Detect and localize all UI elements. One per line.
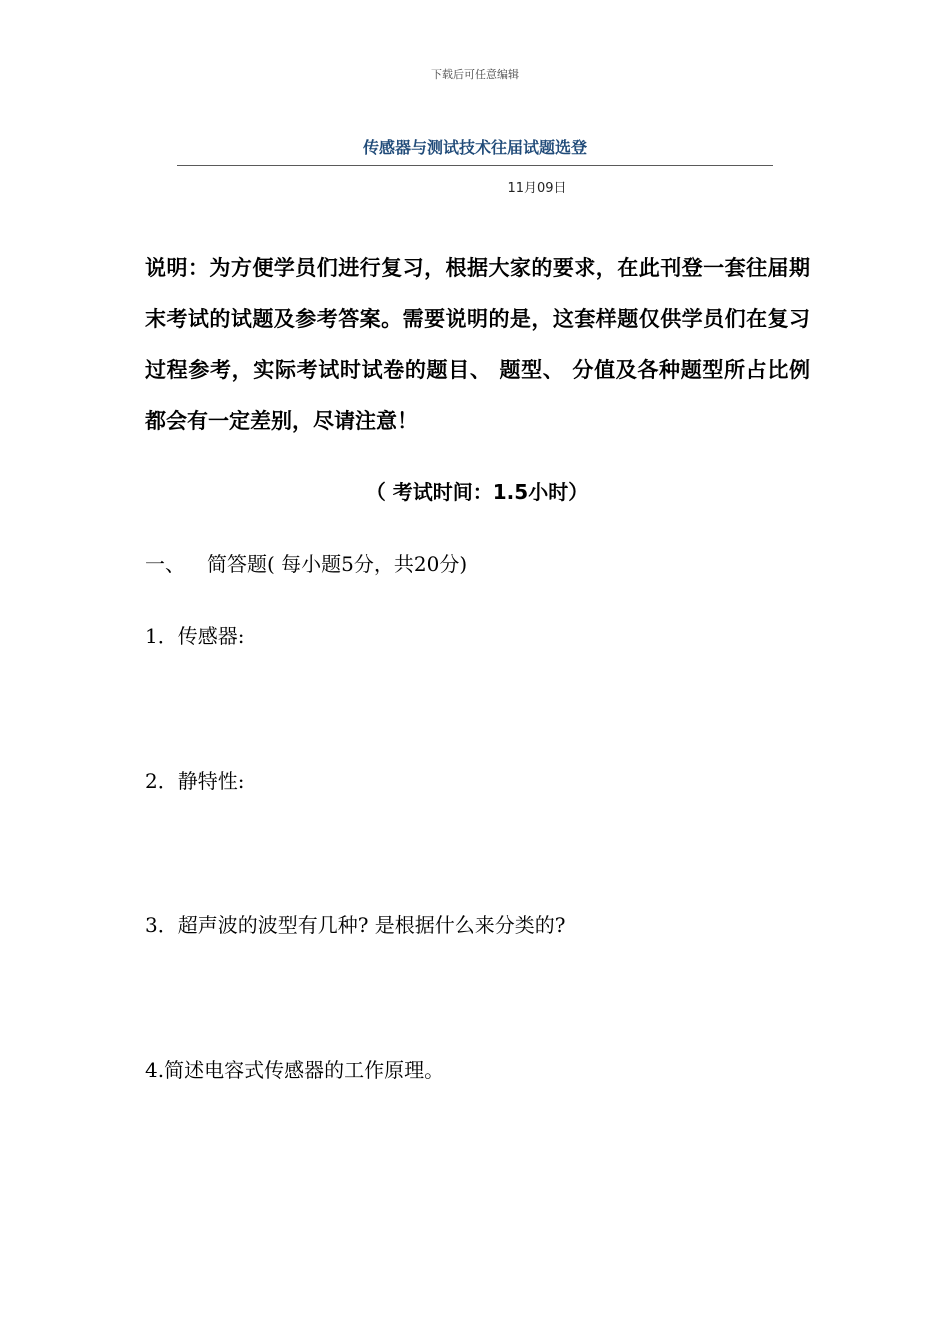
- question-3: 3．超声波的波型有几种? 是根据什么来分类的?: [145, 913, 566, 937]
- document-date: 11月09日: [507, 181, 567, 196]
- question-2: 2．静特性:: [145, 769, 245, 793]
- intro-paragraph: 说明：为方便学员们进行复习，根据大家的要求，在此刊登一套往届期末考试的试题及参考答案。需要说明的是，这套样题仅供学员们在复习过程参考，实际考试时试卷的题目、 题型、 分值及各种题型所占比例都会有一定差别，尽请注意！: [145, 256, 810, 433]
- section-title: 简答题( 每小题5分，共20分): [207, 552, 468, 576]
- question-4: 4.简述电容式传感器的工作原理。: [145, 1058, 445, 1082]
- section-number: 一、: [145, 552, 185, 576]
- title-divider: [177, 165, 773, 166]
- section-heading: [145, 548, 467, 577]
- question-1: 1．传感器:: [145, 624, 245, 648]
- document-title: 传感器与测试技术往届试题选登: [362, 138, 587, 157]
- exam-time: （ 考试时间：1.5小时）: [365, 480, 589, 504]
- header-note: 下载后可任意编辑: [431, 68, 519, 81]
